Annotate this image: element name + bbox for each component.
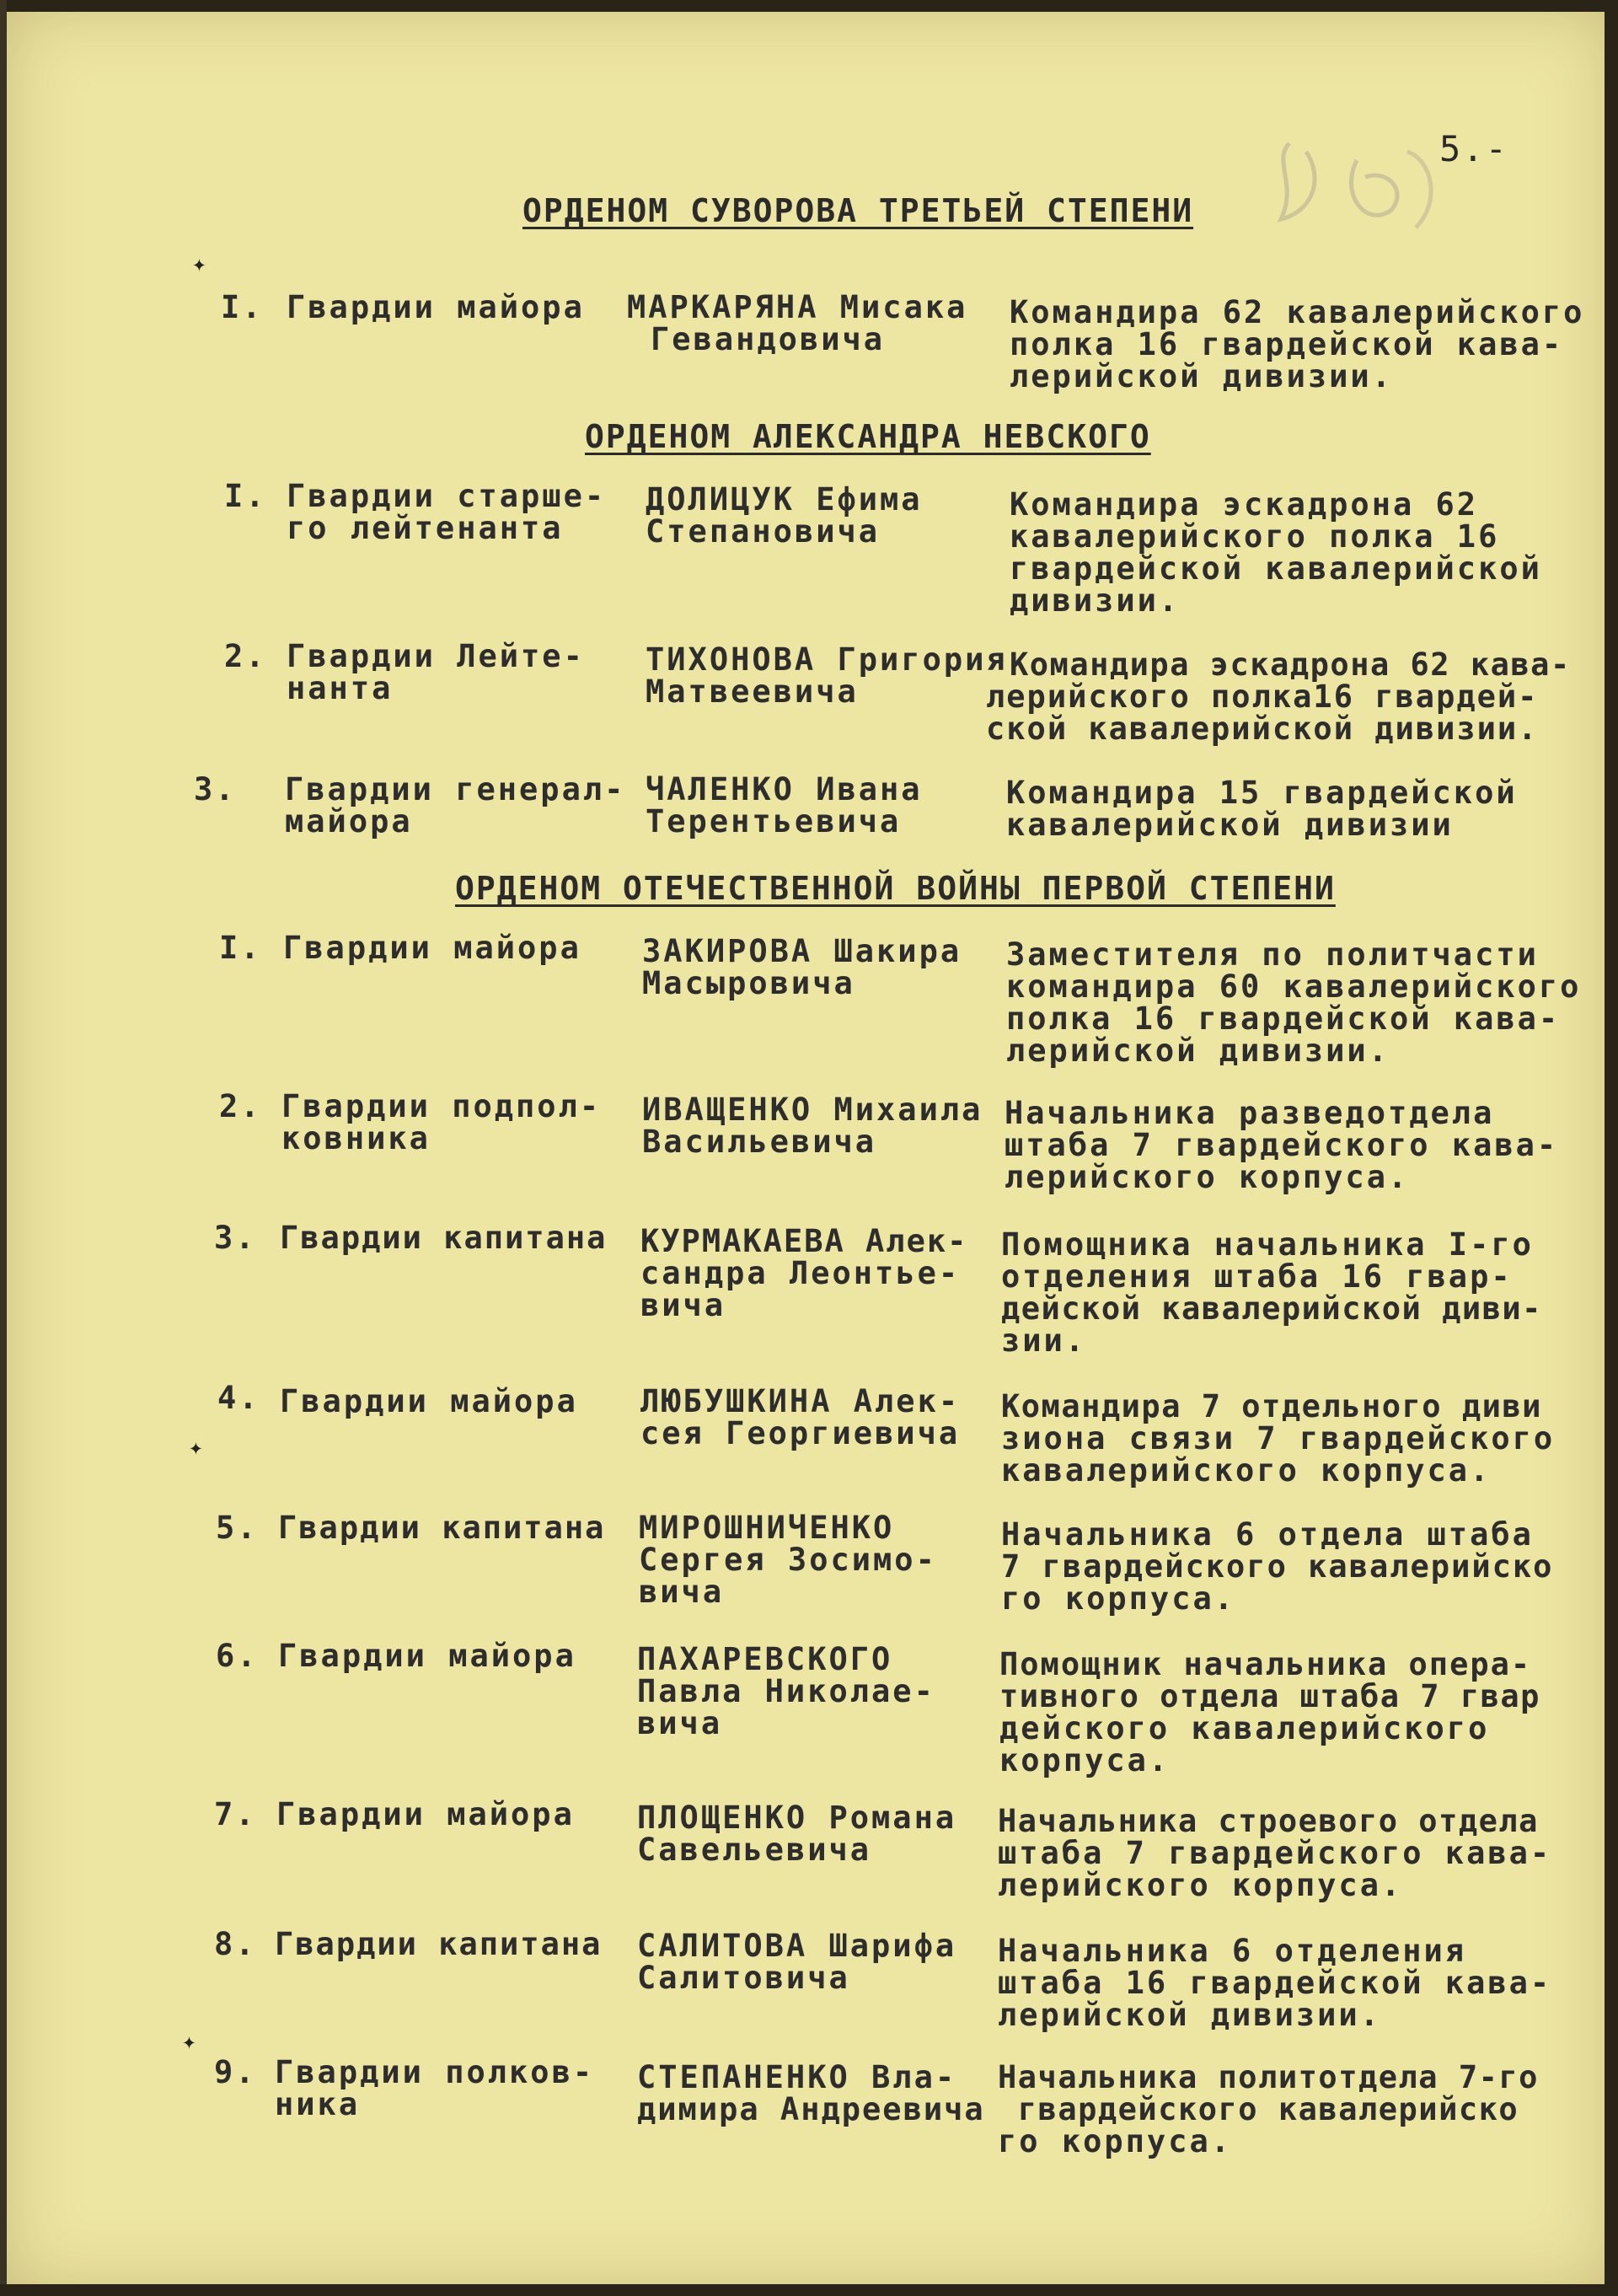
entry-name: ЗАКИРОВА Шакира: [642, 933, 962, 969]
entry-post: тивного отдела штаба 7 гвар: [999, 1678, 1540, 1714]
entry-post: Начальника строевого отдела: [998, 1803, 1539, 1839]
entry-rank: Гвардии майора: [280, 1383, 578, 1419]
scan-edge-bottom: [0, 2284, 1618, 2296]
entry-number: 3.: [194, 771, 237, 807]
entry-rank: Гвардии майора: [276, 1796, 575, 1832]
entry-rank: Гвардии генерал-: [285, 771, 626, 807]
entry-name: Масыровича: [642, 965, 855, 1001]
entry-number: 2.: [224, 638, 267, 674]
entry-name: ПЛОЩЕНКО Романа: [637, 1800, 957, 1836]
entry-name: сея Георгиевича: [640, 1415, 961, 1451]
entry-post: Командира 7 отдельного диви: [1001, 1388, 1542, 1424]
entry-name: сандра Леонтье-: [640, 1255, 961, 1291]
margin-mark: ✦: [182, 2027, 196, 2055]
entry-post: полка 16 гвардейской кава-: [1010, 326, 1564, 362]
entry-post: Командира 62 кавалерийского: [1010, 294, 1585, 330]
entry-name: вича: [640, 1287, 726, 1323]
entry-post: дейского кавалерийского: [999, 1710, 1490, 1746]
entry-rank: Гвардии Лейте-: [287, 638, 585, 674]
entry-post: Помощника начальника I-го: [1001, 1226, 1534, 1263]
entry-post: полка 16 гвардейской кава-: [1006, 1000, 1561, 1037]
entry-name: ПАХАРЕВСКОГО: [637, 1641, 893, 1677]
margin-mark: ✦: [189, 1433, 203, 1461]
entry-name: ТИХОНОВА Григория: [646, 641, 1008, 678]
entry-rank: Гвардии капитана: [280, 1220, 608, 1256]
entry-rank: Гвардии полков-: [275, 2054, 595, 2090]
section-heading: ОРДЕНОМ ОТЕЧЕСТВЕННОЙ ВОЙНЫ ПЕРВОЙ СТЕПЕНИ: [455, 870, 1336, 907]
entry-post: Командира эскадрона 62 кава-: [1010, 646, 1571, 683]
entry-post: 7 гвардейского кавалерийско: [1001, 1548, 1554, 1585]
entry-post: Командира 15 гвардейской: [1006, 775, 1518, 811]
entry-number: 8.: [214, 1926, 257, 1962]
entry-name: МИРОШНИЧЕНКО: [639, 1510, 895, 1546]
section-heading: ОРДЕНОМ АЛЕКСАНДРА НЕВСКОГО: [585, 418, 1151, 455]
entry-rank: нанта: [287, 670, 394, 706]
entry-post: командира 60 кавалерийского: [1006, 968, 1582, 1005]
entry-number: 9.: [214, 2054, 257, 2090]
entry-name: КУРМАКАЕВА Алек-: [640, 1223, 968, 1259]
entry-rank: Гвардии майора: [287, 289, 585, 325]
entry-number: 7.: [214, 1796, 257, 1832]
entry-name: Матвеевича: [646, 673, 859, 710]
entry-rank: Гвардии майора: [278, 1638, 576, 1674]
entry-post: Начальника 6 отдела штаба: [1001, 1516, 1534, 1553]
entry-number: I.: [224, 478, 267, 514]
entry-post: штаба 7 гвардейского кава-: [998, 1835, 1552, 1871]
entry-post: лерийской дивизии.: [1006, 1033, 1390, 1069]
entry-post: гвардейского кавалерийско: [998, 2091, 1519, 2127]
entry-rank: Гвардии капитана: [275, 1926, 603, 1962]
entry-name: Салитовича: [637, 1960, 850, 1996]
entry-post: штаба 7 гвардейского кава-: [1005, 1127, 1559, 1163]
section-heading: ОРДЕНОМ СУВОРОВА ТРЕТЬЕЙ СТЕПЕНИ: [522, 192, 1194, 229]
entry-number: 4.: [217, 1380, 260, 1416]
entry-post: гвардейской кавалерийской: [1010, 550, 1542, 587]
page-number: 5.-: [1439, 128, 1508, 169]
entry-post: дейской кавалерийской диви-: [1001, 1290, 1542, 1327]
scan-edge-left: [0, 0, 7, 2296]
entry-name: Степановича: [646, 513, 881, 550]
entry-rank: Гвардии майора: [283, 930, 581, 966]
entry-number: 6.: [216, 1638, 259, 1674]
entry-post: кавалерийского корпуса.: [1001, 1452, 1492, 1489]
entry-number: I.: [221, 289, 264, 325]
entry-number: 5.: [216, 1510, 259, 1546]
entry-name: Савельевича: [637, 1832, 872, 1868]
entry-number: I.: [219, 930, 262, 966]
entry-post: лерийского корпуса.: [998, 1867, 1403, 1903]
entry-post: зии.: [1001, 1322, 1087, 1359]
scan-edge-top: [0, 0, 1618, 12]
entry-post: ской кавалерийской дивизии.: [986, 711, 1539, 747]
entry-name: МАРКАРЯНА Мисака: [627, 289, 968, 325]
entry-rank: ника: [275, 2086, 361, 2122]
entry-name: СТЕПАНЕНКО Вла-: [637, 2059, 957, 2095]
entry-name: ИВАЩЕНКО Михаила: [642, 1092, 983, 1128]
entry-name: вича: [639, 1574, 725, 1610]
entry-post: Командира эскадрона 62: [1010, 486, 1479, 523]
entry-post: Начальника политотдела 7-го: [998, 2059, 1539, 2095]
entry-post: Начальника 6 отделения: [998, 1933, 1467, 1969]
entry-post: Помощник начальника опера-: [999, 1646, 1532, 1682]
entry-post: кавалерийского полка 16: [1010, 518, 1500, 555]
entry-post: зиона связи 7 гвардейского: [1001, 1420, 1556, 1456]
entry-name: ЛЮБУШКИНА Алек-: [640, 1383, 961, 1419]
entry-post: корпуса.: [999, 1742, 1171, 1778]
entry-post: лерийской дивизии.: [998, 1997, 1381, 2033]
entry-post: Начальника разведотдела: [1005, 1095, 1495, 1131]
entry-post: штаба 16 гвардейской кава-: [998, 1965, 1552, 2001]
entry-name: Павла Николае-: [637, 1673, 935, 1709]
entry-post: го корпуса.: [1001, 1580, 1236, 1617]
entry-post: отделения штаба 16 гвар-: [1001, 1258, 1513, 1295]
entry-post: лерийской дивизии.: [1010, 358, 1393, 394]
entry-post: лерийского корпуса.: [1005, 1159, 1410, 1195]
entry-post: дивизии.: [1010, 582, 1181, 619]
entry-rank: майора: [285, 803, 413, 840]
entry-name: вича: [637, 1705, 723, 1741]
entry-name: Терентьевича: [646, 803, 902, 840]
entry-number: 3.: [214, 1220, 257, 1256]
pencil-annotation: [1264, 126, 1458, 244]
entry-post: Заместителя по политчасти: [1006, 936, 1539, 973]
scan-edge-right: [1605, 0, 1618, 2296]
entry-rank: Гвардии капитана: [278, 1510, 606, 1546]
entry-post: лерийского полка16 гвардей-: [986, 679, 1539, 715]
entry-post: го корпуса.: [998, 2123, 1233, 2159]
entry-rank: Гвардии подпол-: [281, 1088, 602, 1124]
entry-name: САЛИТОВА Шарифа: [637, 1928, 957, 1964]
entry-rank: го лейтенанта: [287, 510, 564, 546]
entry-number: 2.: [219, 1088, 262, 1124]
entry-name: Гевандовича: [651, 321, 886, 357]
entry-rank: Гвардии старше-: [287, 478, 607, 514]
margin-mark: ✦: [192, 249, 206, 277]
entry-post: кавалерийской дивизии: [1006, 807, 1454, 843]
entry-name: ЧАЛЕНКО Ивана: [646, 771, 923, 807]
entry-rank: ковника: [281, 1120, 431, 1156]
entry-name: Васильевича: [642, 1124, 877, 1160]
entry-name: ДОЛИЦУК Ефима: [646, 481, 923, 518]
entry-name: Сергея Зосимо-: [639, 1542, 937, 1578]
entry-name: димира Андреевича: [637, 2091, 985, 2127]
